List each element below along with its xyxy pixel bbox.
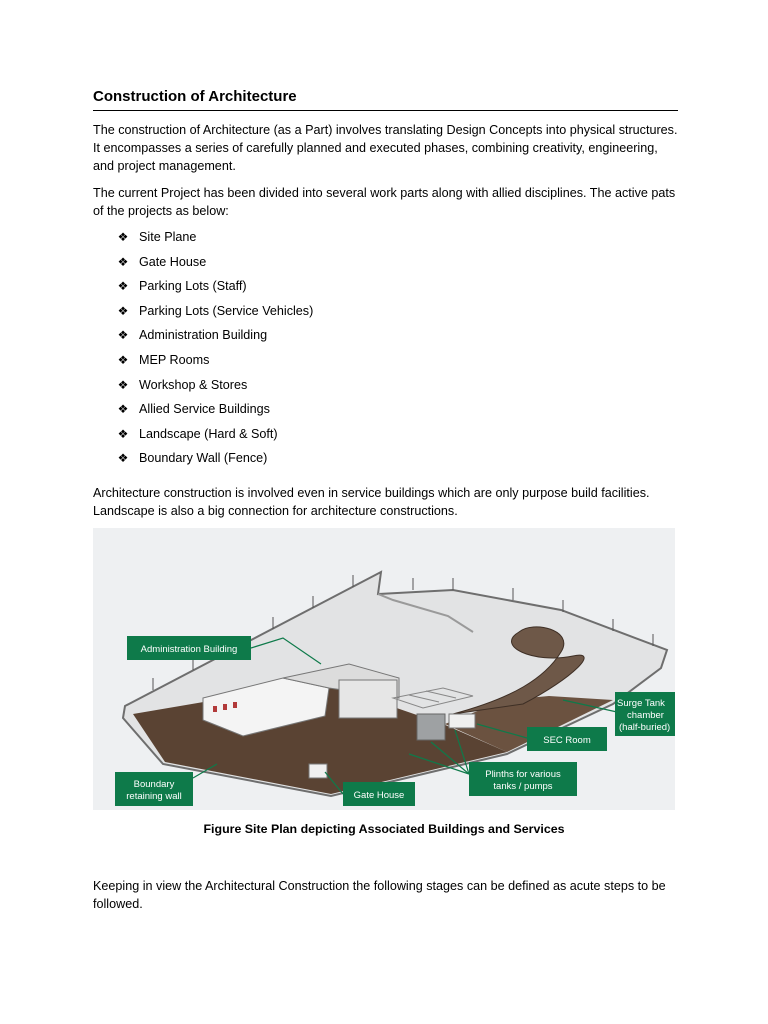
site-plan-illustration bbox=[93, 528, 675, 810]
diamond-bullet-icon: ❖ bbox=[117, 303, 129, 318]
closing-paragraph: Keeping in view the Architectural Construction the following stages can be defined as acute steps to be followed. bbox=[93, 879, 666, 911]
figure-caption: Figure Site Plan depicting Associated Buildings and Services bbox=[203, 822, 565, 836]
diamond-bullet-icon: ❖ bbox=[117, 230, 129, 244]
gate-house-label bbox=[343, 782, 415, 806]
svg-text:Administration Building: Administration Building bbox=[140, 644, 238, 655]
list-item: ❖ Gate House bbox=[93, 253, 593, 278]
svg-text:SEC Room: SEC Room bbox=[543, 735, 591, 746]
svg-text:Plinths for various: Plinths for various bbox=[485, 769, 561, 780]
diamond-bullet-icon: ❖ bbox=[117, 426, 129, 441]
sec-room-label bbox=[527, 727, 607, 751]
list-item: ❖ Site Plane bbox=[93, 228, 593, 253]
list-item: ❖ Workshop & Stores bbox=[93, 376, 593, 401]
svg-text:Gate House: Gate House bbox=[353, 790, 405, 801]
svg-text:Surge Tank: Surge Tank bbox=[617, 698, 665, 709]
svg-text:chamber: chamber bbox=[627, 710, 664, 721]
svg-text:retaining wall: retaining wall bbox=[126, 791, 182, 802]
site-plan-figure bbox=[93, 528, 675, 810]
page-title: Construction of Architecture bbox=[93, 88, 297, 105]
boundary-wall-label bbox=[115, 772, 193, 806]
surge-tank-label bbox=[615, 692, 675, 736]
list-item: ❖ MEP Rooms bbox=[93, 351, 593, 376]
diamond-bullet-icon: ❖ bbox=[117, 377, 129, 392]
title-underline bbox=[93, 110, 678, 111]
diamond-bullet-icon: ❖ bbox=[117, 254, 129, 269]
diamond-bullet-icon: ❖ bbox=[117, 451, 129, 466]
diamond-bullet-icon: ❖ bbox=[117, 279, 129, 294]
list-item: ❖ Parking Lots (Staff) bbox=[93, 277, 593, 302]
svg-text:(half-buried): (half-buried) bbox=[619, 722, 671, 733]
service-paragraph: Architecture construction is involved even in service buildings which are only purpose build facilities. Landscape is also a big connection for architecture constructions. bbox=[93, 486, 650, 518]
plinths-label bbox=[469, 762, 577, 796]
svg-text:Boundary: Boundary bbox=[133, 779, 175, 790]
list-item: ❖ Landscape (Hard & Soft) bbox=[93, 425, 593, 450]
list-item: ❖ Boundary Wall (Fence) bbox=[93, 449, 593, 474]
work-parts-list bbox=[93, 228, 593, 474]
diamond-bullet-icon: ❖ bbox=[117, 402, 129, 417]
list-item: ❖ Administration Building bbox=[93, 326, 593, 351]
list-item: ❖ Allied Service Buildings bbox=[93, 400, 593, 425]
diamond-bullet-icon: ❖ bbox=[117, 328, 129, 343]
intro-paragraph: The construction of Architecture (as a Part) involves translating Design Concepts into physical structures. It encompasses a series of carefully planned and executed phases, combining creativity, engineering, and project management. bbox=[93, 123, 678, 173]
diamond-bullet-icon: ❖ bbox=[117, 352, 129, 367]
project-paragraph: The current Project has been divided into several work parts along with allied disciplines. The active pats of the projects as below: bbox=[93, 186, 676, 218]
svg-text:tanks / pumps: tanks / pumps bbox=[493, 781, 553, 792]
list-item: ❖ Parking Lots (Service Vehicles) bbox=[93, 302, 593, 327]
admin-building-label bbox=[127, 636, 251, 660]
